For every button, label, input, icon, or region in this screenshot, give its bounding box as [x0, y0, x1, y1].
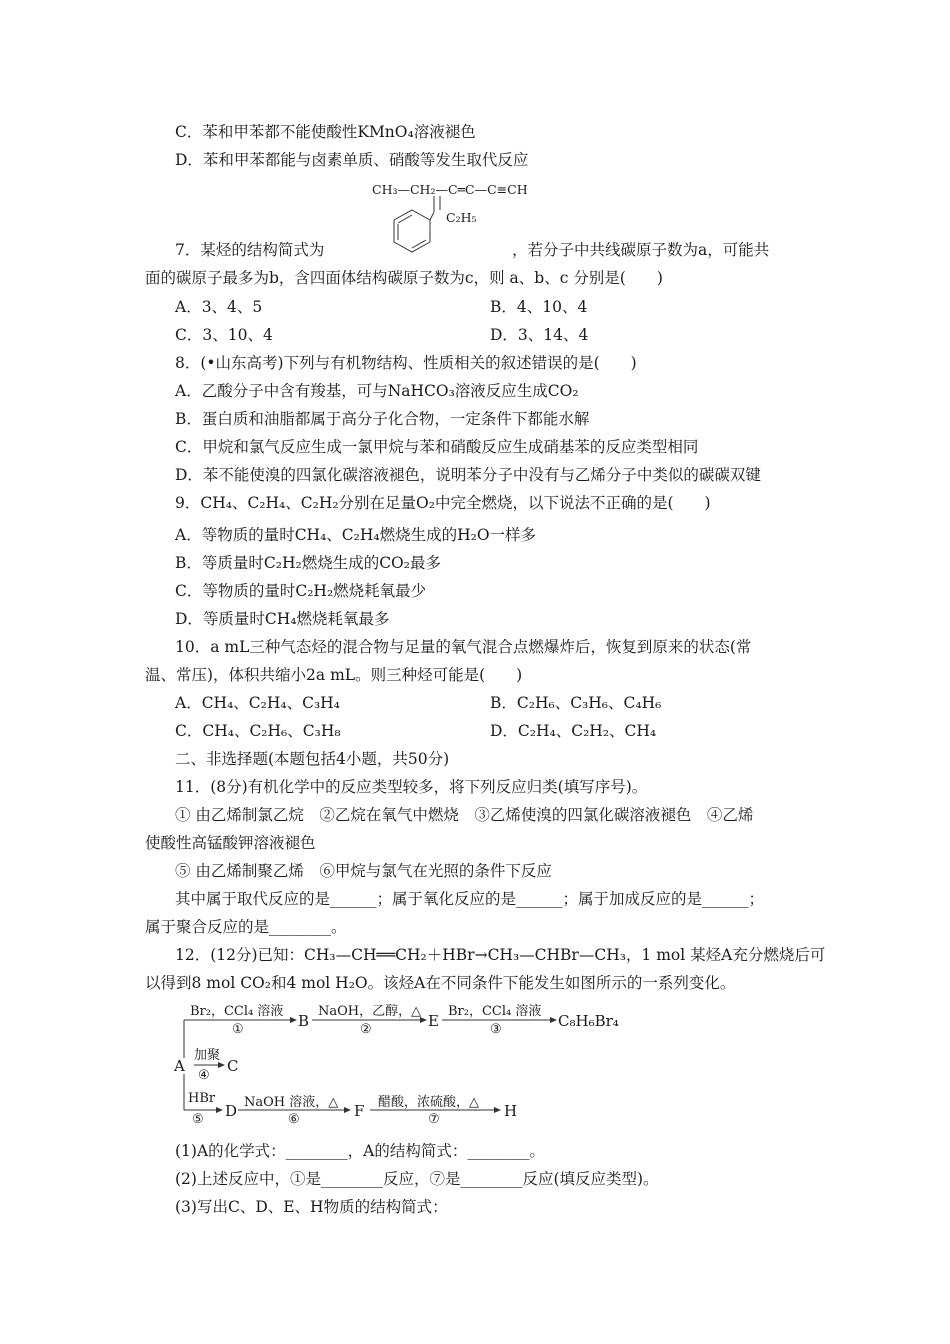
q10-option-c: C．CH₄、C₂H₆、C₃H₈: [175, 722, 341, 740]
reagent-6: NaOH 溶液，△: [244, 1095, 339, 1110]
q9-option-c: C．等物质的量时C₂H₂燃烧耗氧最少: [175, 582, 427, 600]
q7-stem-part2: ，若分子中共线碳原子数为a，可能共: [512, 241, 770, 259]
compound-f: F: [354, 1102, 365, 1120]
q9-stem: 9．CH₄、C₂H₄、C₂H₂分别在足量O₂中完全燃烧，以下说法不正确的是( ): [175, 494, 711, 512]
q11-stem: 11．(8分)有机化学中的反应类型较多，将下列反应归类(填写序号)。: [175, 778, 648, 796]
compound-a: A: [174, 1057, 185, 1075]
step-number-5: ⑤: [192, 1112, 204, 1127]
reagent-4: 加聚: [194, 1048, 221, 1063]
q10-option-a: A．CH₄、C₂H₄、C₃H₄: [175, 694, 340, 712]
q7-formula-substituent: C₂H₅: [446, 210, 477, 225]
q11-items-line2: 使酸性高锰酸钾溶液褪色: [145, 834, 316, 852]
step-number-1: ①: [232, 1022, 244, 1037]
q9-option-b: B．等质量时C₂H₂燃烧生成的CO₂最多: [175, 554, 441, 572]
q11-items-line3: ⑤ 由乙烯制聚乙烯 ⑥甲烷与氯气在光照的条件下反应: [175, 862, 552, 880]
reaction-scheme: [170, 998, 630, 1128]
reagent-1: Br₂，CCl₄ 溶液: [190, 1004, 284, 1019]
reagent-5: HBr: [188, 1091, 216, 1106]
q11-fill-line1: 其中属于取代反应的是______；属于氧化反应的是______；属于加成反应的是______；: [175, 890, 765, 908]
q12-stem-part1: 12．(12分)已知：CH₃—CH══CH₂＋HBr→CH₃—CHBr—CH₃，1 mol 某烃A充分燃烧后可: [175, 946, 826, 964]
q6-option-c: C．苯和甲苯都不能使酸性KMnO₄溶液褪色: [175, 123, 476, 141]
q6-option-d: D．苯和甲苯都能与卤素单质、硝酸等发生取代反应: [175, 151, 529, 169]
q9-option-a: A．等物质的量时CH₄、C₂H₄燃烧生成的H₂O一样多: [175, 526, 537, 544]
reagent-2: NaOH，乙醇，△: [318, 1004, 422, 1019]
compound-d: D: [225, 1102, 238, 1120]
q11-items-line1: ① 由乙烯制氯乙烷 ②乙烷在氧气中燃烧 ③乙烯使溴的四氯化碳溶液褪色 ④乙烯: [175, 806, 754, 824]
benzene-ring-icon: [382, 196, 462, 266]
q8-option-a: A．乙酸分子中含有羧基，可与NaHCO₃溶液反应生成CO₂: [175, 382, 579, 400]
q12-part1: (1)A的化学式：________，A的结构简式：________。: [175, 1142, 545, 1160]
step-number-4: ④: [198, 1068, 210, 1083]
q8-option-c: C．甲烷和氯气反应生成一氯甲烷与苯和硝酸反应生成硝基苯的反应类型相同: [175, 438, 699, 456]
q8-option-d: D．苯不能使溴的四氯化碳溶液褪色，说明苯分子中没有与乙烯分子中类似的碳碳双键: [175, 466, 761, 484]
q10-stem-part1: 10．a mL三种气态烃的混合物与足量的氧气混合点燃爆炸后，恢复到原来的状态(常: [175, 638, 752, 656]
q7-option-b: B．4、10、4: [490, 298, 588, 316]
q12-part2: (2)上述反应中，①是________反应，⑦是________反应(填反应类型)。: [175, 1170, 659, 1188]
q12-part3: (3)写出C、D、E、H物质的结构简式：: [175, 1198, 448, 1216]
compound-h: H: [504, 1102, 518, 1120]
step-number-2: ②: [360, 1022, 372, 1037]
q9-option-d: D．等质量时CH₄燃烧耗氧最多: [175, 610, 390, 628]
product-c8h6br4: C₈H₆Br₄: [558, 1012, 619, 1030]
q10-option-b: B．C₂H₆、C₃H₆、C₄H₆: [490, 694, 662, 712]
reagent-7: 醋酸，浓硫酸，△: [378, 1095, 479, 1110]
section-heading: 二、非选择题(本题包括4小题，共50分): [175, 750, 450, 768]
step-number-3: ③: [490, 1022, 502, 1037]
q11-fill-line2: 属于聚合反应的是________。: [145, 918, 347, 936]
step-number-6: ⑥: [288, 1112, 300, 1127]
reagent-3: Br₂，CCl₄ 溶液: [448, 1004, 542, 1019]
compound-e: E: [428, 1012, 439, 1030]
step-number-7: ⑦: [428, 1112, 440, 1127]
q7-formula-chain: CH₃—CH₂—C═C—C≡CH: [372, 182, 528, 197]
q7-stem-part1: 7．某烃的结构简式为: [175, 241, 325, 259]
q8-stem: 8．(•山东高考)下列与有机物结构、性质相关的叙述错误的是( ): [175, 354, 637, 372]
compound-b: B: [298, 1012, 310, 1030]
q7-stem-part3: 面的碳原子最多为b，含四面体结构碳原子数为c，则 a、b、c 分别是( ): [145, 269, 663, 287]
q8-option-b: B．蛋白质和油脂都属于高分子化合物，一定条件下都能水解: [175, 410, 590, 428]
q10-stem-part2: 温、常压)，体积共缩小2a mL。则三种烃可能是( ): [145, 666, 523, 684]
q12-stem-part2: 以得到8 mol CO₂和4 mol H₂O。该烃A在不同条件下能发生如图所示的一系列变化。: [145, 974, 736, 992]
q7-option-d: D．3、14、4: [490, 326, 589, 344]
q7-option-a: A．3、4、5: [175, 298, 263, 316]
q10-option-d: D．C₂H₄、C₂H₂、CH₄: [490, 722, 657, 740]
compound-c: C: [227, 1057, 239, 1075]
q7-option-c: C．3、10、4: [175, 326, 273, 344]
